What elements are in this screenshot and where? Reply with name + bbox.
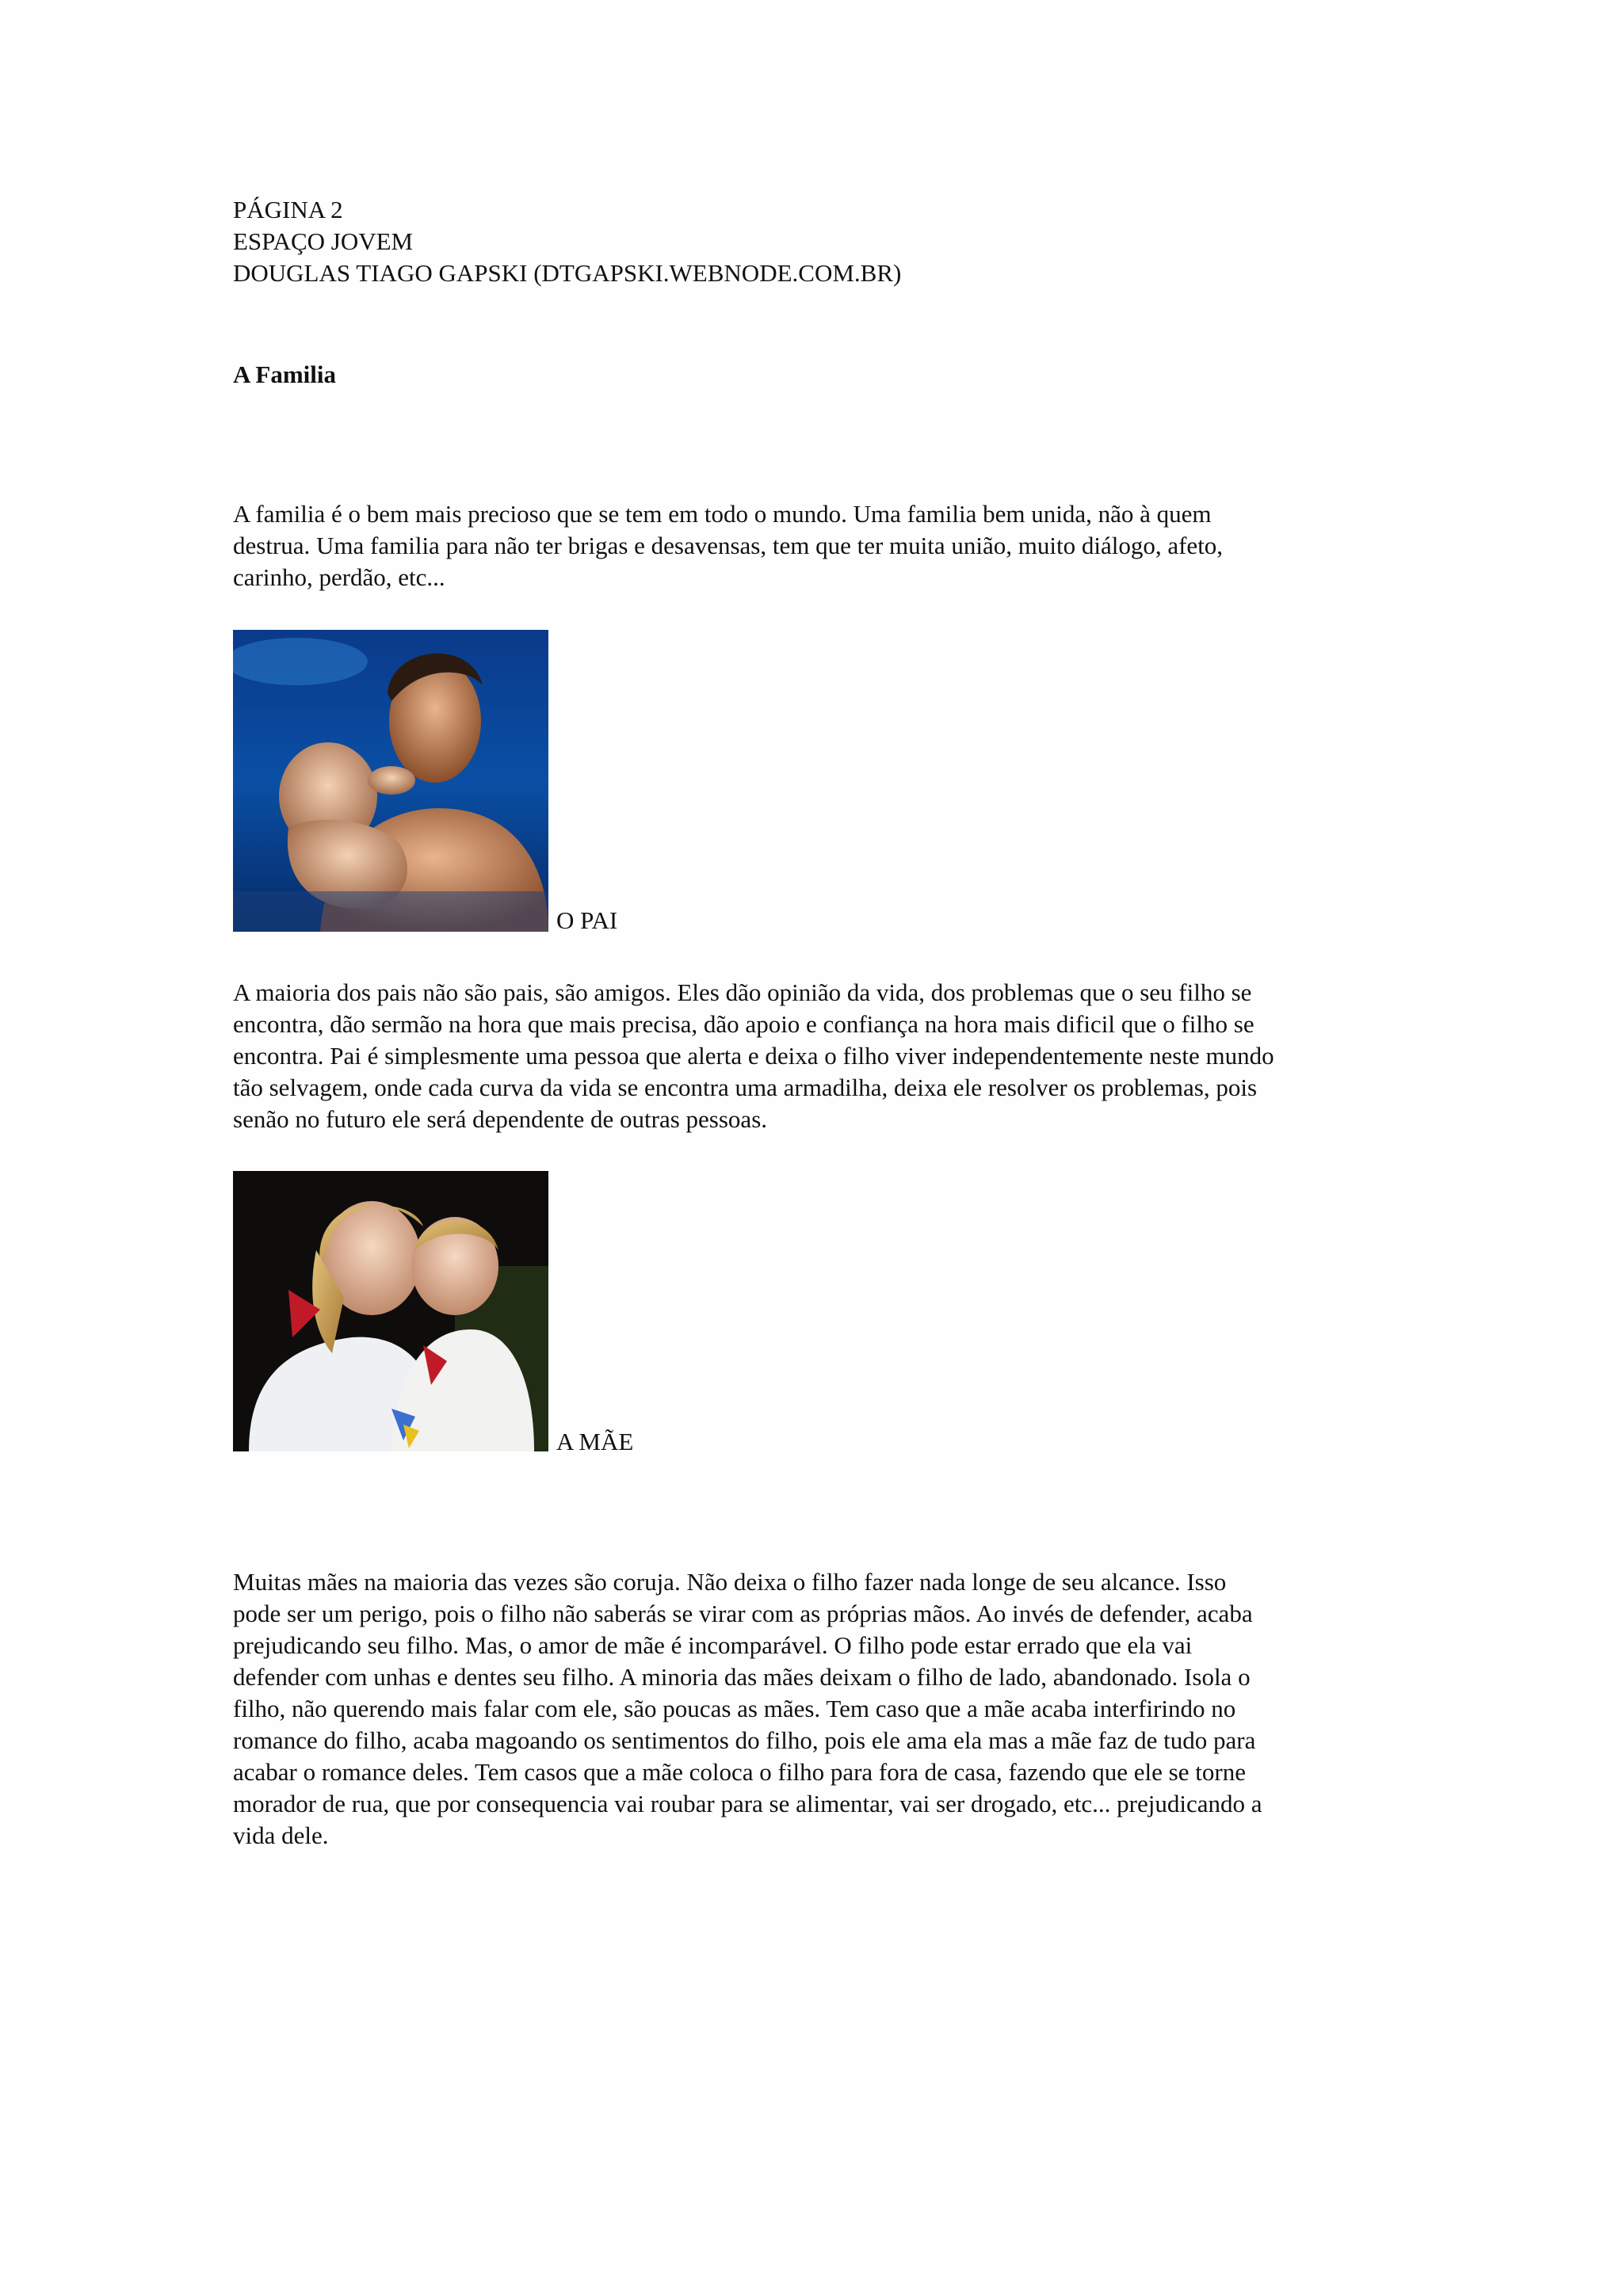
father-caption: O PAI: [556, 906, 618, 934]
mother-caption: A MÃE: [556, 1428, 634, 1455]
father-paragraph-line: senão no futuro ele será dependente de outras pessoas.: [233, 1105, 768, 1133]
father-paragraph-line: encontra, dão sermão na hora que mais precisa, dão apoio e confiança na hora mais dificil que o filho se: [233, 1010, 1254, 1038]
father-paragraph-line: tão selvagem, onde cada curva da vida se encontra uma armadilha, deixa ele resolver os problemas, pois: [233, 1074, 1258, 1101]
intro-line: A familia é o bem mais precioso que se tem em todo o mundo. Uma familia bem unida, não à quem: [233, 500, 1212, 528]
page-number-label: PÁGINA 2: [233, 196, 343, 223]
intro-line: destrua. Uma familia para não ter brigas e desavensas, tem que ter muita união, muito diálogo, afeto,: [233, 532, 1224, 559]
mother-paragraph-line: acabar o romance deles. Tem casos que a mãe coloca o filho para fora de casa, fazendo que ele se torne: [233, 1758, 1246, 1786]
article-title: A Familia: [233, 360, 337, 388]
mother-paragraph-line: filho, não querendo mais falar com ele, são poucas as mães. Tem caso que a mãe acaba interfirindo no: [233, 1695, 1236, 1722]
mother-paragraph-line: pode ser um perigo, pois o filho não saberás se virar com as próprias mãos. Ao invés de defender, acaba: [233, 1600, 1253, 1627]
mother-child-photo: [233, 1171, 548, 1451]
mother-paragraph-line: defender com unhas e dentes seu filho. A minoria das mães deixam o filho de lado, abandonado. Isola o: [233, 1663, 1251, 1691]
section-label: ESPAÇO JOVEM: [233, 227, 414, 255]
father-paragraph-line: encontra. Pai é simplesmente uma pessoa que alerta e deixa o filho viver independentemente neste mundo: [233, 1042, 1274, 1070]
mother-paragraph-line: prejudicando seu filho. Mas, o amor de mãe é incomparável. O filho pode estar errado que ela vai: [233, 1631, 1193, 1659]
father-paragraph-line: A maioria dos pais não são pais, são amigos. Eles dão opinião da vida, dos problemas que o seu filho se: [233, 978, 1252, 1006]
intro-line: carinho, perdão, etc...: [233, 563, 445, 591]
mother-paragraph-line: morador de rua, que por consequencia vai roubar para se alimentar, vai ser drogado, etc... prejudicando a: [233, 1790, 1262, 1817]
mother-paragraph-line: romance do filho, acaba magoando os sentimentos do filho, pois ele ama ela mas a mãe faz de tudo para: [233, 1726, 1256, 1754]
mother-paragraph-line: Muitas mães na maioria das vezes são coruja. Não deixa o filho fazer nada longe de seu alcance. Isso: [233, 1568, 1227, 1596]
author-label: DOUGLAS TIAGO GAPSKI (DTGAPSKI.WEBNODE.COM.BR): [233, 259, 902, 287]
mother-paragraph-line: vida dele.: [233, 1821, 329, 1849]
father-baby-photo: [233, 630, 548, 932]
